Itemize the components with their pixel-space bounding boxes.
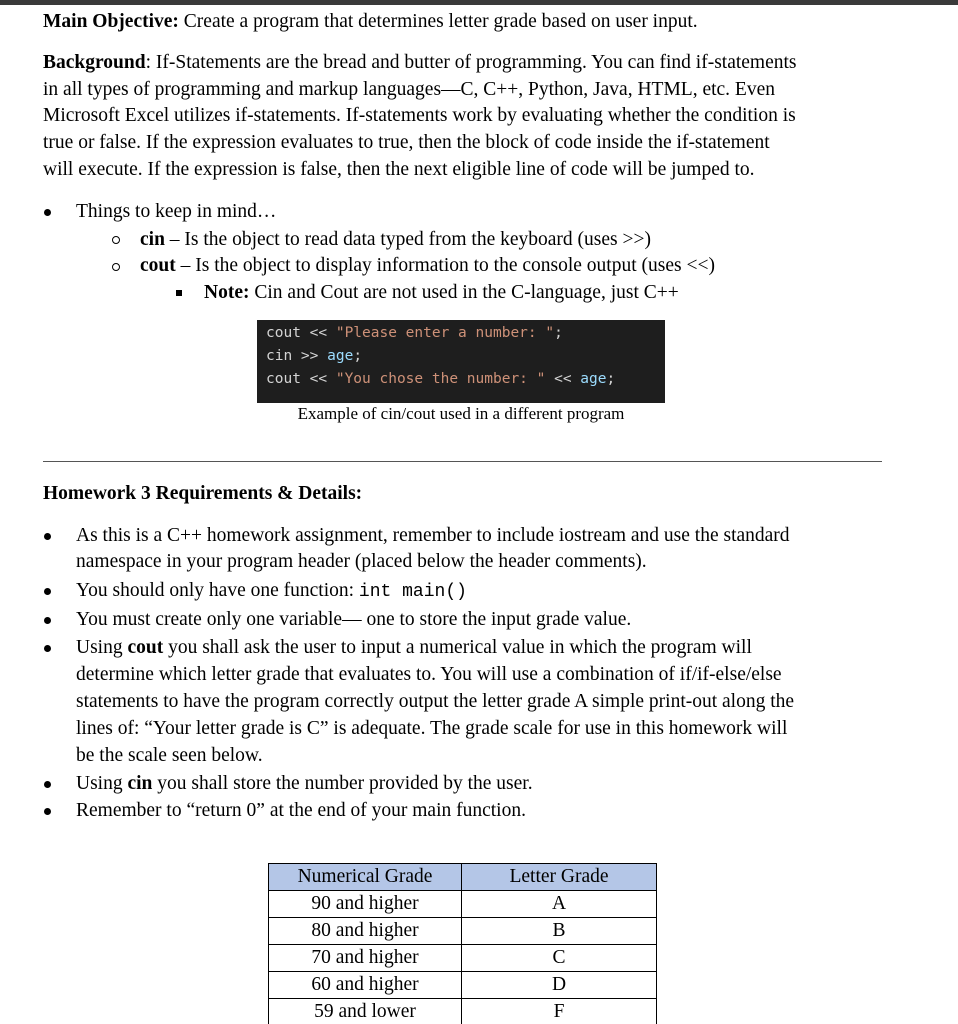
letter-cell: F <box>462 999 657 1024</box>
numerical-cell: 59 and lower <box>269 999 462 1024</box>
mind-title: Things to keep in mind… <box>76 201 277 222</box>
requirement-text: lines of: “Your letter grade is C” is adequate. The grade scale for use in this homework will <box>76 718 788 739</box>
table-row <box>269 972 657 999</box>
code-line <box>266 348 362 364</box>
objective-text: Create a program that determines letter grade based on user input. <box>178 11 698 32</box>
cin-term: cin <box>140 229 165 250</box>
cout-item <box>140 255 715 277</box>
code-line <box>266 325 563 341</box>
bullet-icon <box>44 533 51 540</box>
code-token: cout << <box>266 371 336 387</box>
table-row <box>269 891 657 918</box>
requirement-text: Using <box>76 773 128 794</box>
main-objective <box>43 11 698 33</box>
code-token: ; <box>554 325 563 341</box>
requirement-cout <box>76 637 752 659</box>
cout-text: – Is the object to display information to the console output (uses <<) <box>175 255 715 276</box>
table-row <box>269 999 657 1024</box>
requirement-text: determine which letter grade that evaluates to. You will use a combination of if/if-else/else <box>76 664 782 685</box>
numerical-cell: 80 and higher <box>269 918 462 945</box>
code-token: cin >> <box>266 348 328 364</box>
requirement-text: Remember to “return 0” at the end of your main function. <box>76 800 526 821</box>
note-item <box>204 282 679 304</box>
objective-label: Main Objective: <box>43 11 179 32</box>
requirement-cin <box>76 773 533 795</box>
code-token: age <box>327 348 354 364</box>
header-letter-grade: Letter Grade <box>462 864 657 891</box>
cin-text: – Is the object to read data typed from the keyboard (uses >>) <box>164 229 651 250</box>
letter-cell: C <box>462 945 657 972</box>
letter-cell: D <box>462 972 657 999</box>
code-token: "You chose the number: " <box>335 371 546 387</box>
code-example <box>257 320 665 403</box>
requirement-text: be the scale seen below. <box>76 745 263 766</box>
requirement-text: As this is a C++ homework assignment, remember to include iostream and use the standard <box>76 525 790 546</box>
letter-cell: A <box>462 891 657 918</box>
header-numerical-grade: Numerical Grade <box>269 864 462 891</box>
bullet-icon <box>44 781 51 788</box>
background-text: : If-Statements are the bread and butter of programming. You can find if-statements <box>145 52 797 73</box>
requirement-text: statements to have the program correctly output the letter grade A simple print-out along the <box>76 691 795 712</box>
requirement-text: You must create only one variable— one to store the input grade value. <box>76 609 632 630</box>
background-line: in all types of programming and markup languages—C, C++, Python, Java, HTML, etc. Even <box>43 79 775 100</box>
code-caption: Example of cin/cout used in a different program <box>297 404 625 423</box>
cout-term: cout <box>140 255 176 276</box>
code-inline: int main() <box>358 582 467 602</box>
table-header-row <box>269 864 657 891</box>
bullet-icon <box>44 808 51 815</box>
bullet-icon <box>44 617 51 624</box>
code-token: ; <box>606 371 616 387</box>
requirement-text: You should only have one function: <box>76 580 359 601</box>
code-token: ; <box>353 348 363 364</box>
requirement-text: Using <box>76 637 128 658</box>
code-line <box>266 371 615 387</box>
cin-term: cin <box>127 773 153 794</box>
grade-scale-table <box>268 863 657 1024</box>
circle-bullet-icon <box>112 236 120 244</box>
background-line: will execute. If the expression is false, then the next eligible line of code will be jumped to. <box>43 159 755 180</box>
requirement-text: you shall store the number provided by the user. <box>152 773 533 794</box>
bullet-icon <box>44 209 51 216</box>
code-token: "Please enter a number: " <box>335 325 555 341</box>
cout-term: cout <box>127 637 164 658</box>
numerical-cell: 70 and higher <box>269 945 462 972</box>
cin-item <box>140 229 651 251</box>
bullet-icon <box>44 588 51 595</box>
table-row <box>269 945 657 972</box>
background-line <box>43 52 797 74</box>
background-line: true or false. If the expression evaluates to true, then the block of code inside the if-statement <box>43 132 770 153</box>
background-label: Background <box>43 52 146 73</box>
note-term: Note: <box>204 282 250 303</box>
square-bullet-icon <box>176 290 182 296</box>
requirement-text: you shall ask the user to input a numerical value in which the program will <box>163 637 752 658</box>
numerical-cell: 60 and higher <box>269 972 462 999</box>
note-text: Cin and Cout are not used in the C-language, just C++ <box>249 282 679 303</box>
requirement-function <box>76 580 467 603</box>
code-token: << <box>545 371 581 387</box>
code-token: age <box>580 371 607 387</box>
code-token: cout << <box>266 325 336 341</box>
homework-title <box>43 483 362 505</box>
background-line: Microsoft Excel utilizes if-statements. If-statements work by evaluating whether the condition is <box>43 105 796 126</box>
requirement-text: namespace in your program header (placed below the header comments). <box>76 551 647 572</box>
circle-bullet-icon <box>112 263 120 271</box>
bullet-icon <box>44 645 51 652</box>
numerical-cell: 90 and higher <box>269 891 462 918</box>
top-bar <box>0 0 958 5</box>
letter-cell: B <box>462 918 657 945</box>
divider <box>43 461 882 462</box>
table-row <box>269 918 657 945</box>
homework-title-text: Homework 3 Requirements & Details: <box>43 483 363 504</box>
